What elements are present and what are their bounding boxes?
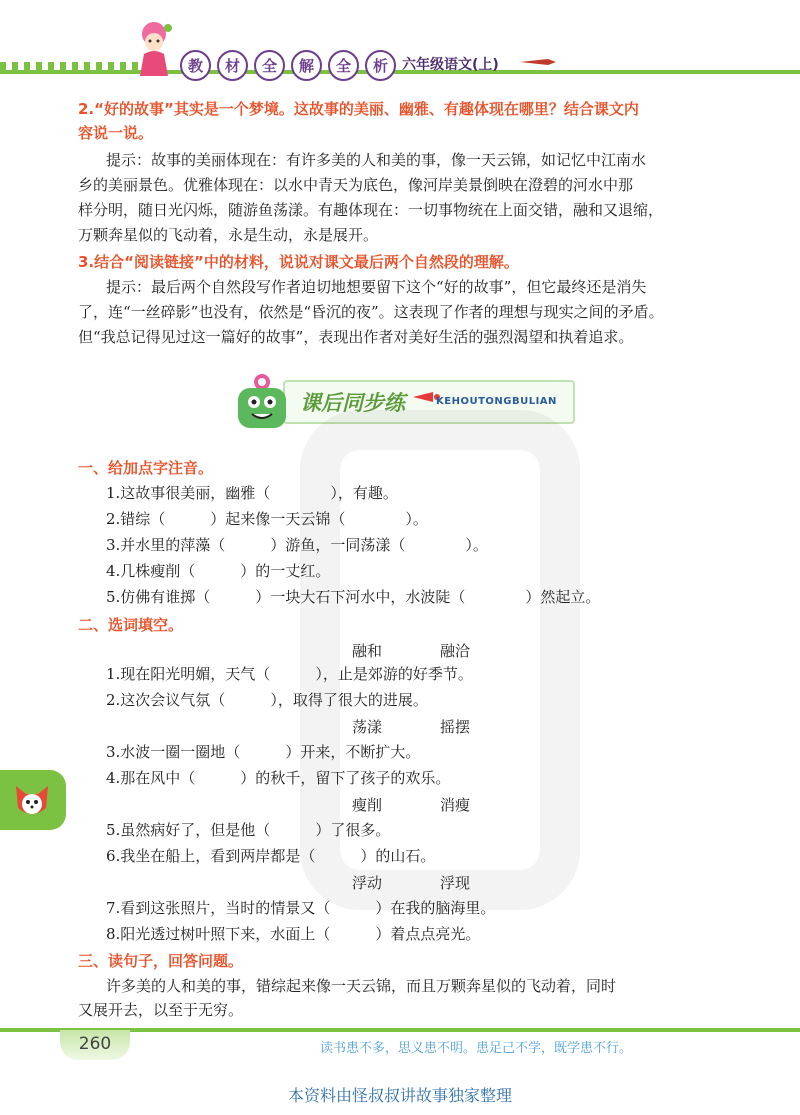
- header-rule: [0, 70, 800, 74]
- banner-pinyin: KEHOUTONGBULIAN: [436, 396, 557, 407]
- exercise-item: 3.水波一圈一圈地（ ）开来，不断扩大。: [106, 743, 421, 761]
- answer-3-line: 但“我总记得见过这一篇好的故事”，表现出作者对美好生活的强烈渴望和执着追求。: [78, 328, 634, 346]
- footer-motto: 读书患不多，思义患不明。患足己不学，既学患不行。: [320, 1041, 633, 1056]
- exercise-item: 5.仿佛有谁掷（ ）一块大石下河水中，水波陡（ ）然起立。: [106, 588, 601, 606]
- source-note: 本资料由怪叔叔讲故事独家整理: [287, 1086, 512, 1105]
- word-option: 融洽: [440, 642, 471, 660]
- section-3-heading: 三、读句子，回答问题。: [78, 952, 244, 970]
- exercise-item: 3.并水里的萍藻（ ）游鱼，一同荡漾（ ）。: [106, 536, 488, 554]
- answer-3-line: 了，连“一丝碎影”也没有，依然是“昏沉的夜”。这表现了作者的理想与现实之间的矛盾。: [78, 303, 664, 321]
- exercise-item: 4.那在风中（ ）的秋千，留下了孩子的欢乐。: [106, 769, 451, 787]
- reading-sentence: 又展开去，以至于无穷。: [78, 1001, 244, 1019]
- header-subtitle: 六年级语文(上): [402, 57, 499, 73]
- cartoon-girl-icon: [130, 20, 178, 80]
- word-option: 消瘦: [440, 796, 471, 814]
- header-title-char: 材: [217, 50, 248, 81]
- exercise-item: 7.看到这张照片，当时的情景又（ ）在我的脑海里。: [106, 899, 496, 917]
- exercise-item: 2.错综（ ）起来像一天云锦（ ）。: [106, 510, 428, 528]
- question-3: 3.结合“阅读链接”中的材料，说说对课文最后两个自然段的理解。: [78, 253, 519, 271]
- answer-3-line: 提示：最后两个自然段写作者迫切地想要留下这个“好的故事”，但它最终还是消失: [106, 278, 647, 296]
- word-option: 融和: [352, 642, 383, 660]
- header-title-char: 解: [291, 50, 322, 81]
- side-tab: [0, 770, 66, 830]
- word-option: 浮现: [440, 874, 471, 892]
- exercise-item: 5.虽然病好了，但是他（ ）了很多。: [106, 821, 391, 839]
- exercise-item: 8.阳光透过树叶照下来，水面上（ ）着点点亮光。: [106, 925, 481, 943]
- page-number: 260: [60, 1030, 130, 1060]
- cartoon-fox-icon: [10, 778, 54, 822]
- header-title: [180, 50, 396, 81]
- exercise-item: 6.我坐在船上，看到两岸都是（ ）的山石。: [106, 847, 436, 865]
- header-title-char: 全: [328, 50, 359, 81]
- question-2-cont: 容说一说。: [78, 124, 154, 142]
- answer-2-line: 样分明，随日光闪烁，随游鱼荡漾。有趣体现在：一切事物统在上面交错，融和又退缩，: [78, 201, 664, 219]
- header-title-char: 全: [254, 50, 285, 81]
- question-2: 2.“好的故事”其实是一个梦境。这故事的美丽、幽雅、有趣体现在哪里？结合课文内: [78, 100, 639, 118]
- pen-icon: [520, 57, 560, 67]
- word-option: 浮动: [352, 874, 383, 892]
- reading-sentence: 许多美的人和美的事，错综起来像一天云锦，而且万颗奔星似的飞动着，同时: [106, 977, 617, 995]
- section-2-heading: 二、选词填空。: [78, 616, 184, 634]
- answer-2-line: 万颗奔星似的飞动着，永是生动，永是展开。: [78, 226, 379, 244]
- exercise-item: 4.几株瘦削（ ）的一丈红。: [106, 562, 331, 580]
- exercise-item: 2.这次会议气氛（ ），取得了很大的进展。: [106, 691, 428, 709]
- word-option: 荡漾: [352, 718, 383, 736]
- header-title-char: 析: [365, 50, 396, 81]
- banner-title: 课后同步练: [300, 391, 405, 415]
- exercise-item: 1.这故事很美丽，幽雅（ ），有趣。: [106, 484, 398, 502]
- word-option: 瘦削: [352, 796, 383, 814]
- header-title-char: 教: [180, 50, 211, 81]
- answer-2-line: 提示：故事的美丽体现在：有许多美的人和美的事，像一天云锦，如记忆中江南水: [106, 151, 647, 169]
- exercise-item: 1.现在阳光明媚，天气（ ），止是郊游的好季节。: [106, 665, 473, 683]
- green-monster-icon: [228, 370, 298, 434]
- section-1-heading: 一、给加点字注音。: [78, 459, 214, 477]
- answer-2-line: 乡的美丽景色。优雅体现在：以水中青天为底色，像河岸美景倒映在澄碧的河水中那: [78, 176, 634, 194]
- word-option: 摇摆: [440, 718, 471, 736]
